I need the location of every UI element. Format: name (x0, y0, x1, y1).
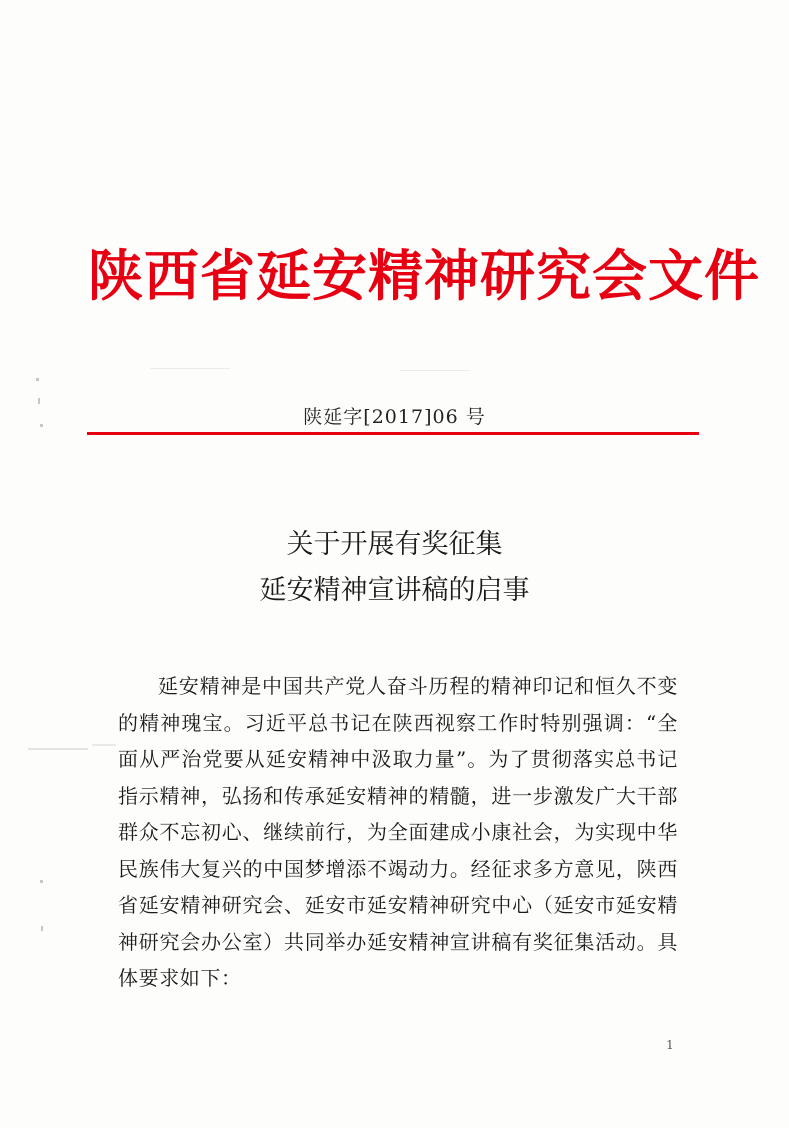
scan-mark (400, 370, 470, 371)
scan-mark (92, 744, 116, 746)
red-divider (87, 432, 699, 435)
scan-mark (150, 368, 230, 369)
document-title (0, 522, 789, 614)
title-line-1: 关于开展有奖征集 (286, 529, 503, 560)
scan-mark (36, 378, 39, 381)
scan-mark (28, 748, 88, 750)
masthead-title: 陕西省延安精神研究会文件 (88, 244, 761, 308)
scan-mark (40, 880, 43, 883)
document-number: 陕延字[2017]06 号 (303, 406, 486, 428)
scan-mark (41, 926, 43, 931)
body-paragraph: 延安精神是中国共产党人奋斗历程的精神印记和恒久不变的精神瑰宝。习近平总书记在陕西视察工作时特别强调：“全面从严治党要从延安精神中汲取力量”。为了贯彻落实总书记指示精神，弘扬和传承延安精神的精髓，进一步激发广大干部群众不忘初心、继续前行，为全面建成小康社会，为实现中华民族伟大复兴的中国梦增添不竭动力。经征求多方意见，陕西省延安精神研究会、延安市延安精神研究中心（延安市延安精神研究会办公室）共同举办延安精神宣讲稿有奖征集活动。具体要求如下： (118, 674, 678, 990)
page-number: 1 (666, 1038, 674, 1052)
title-line-2: 延安精神宣讲稿的启事 (259, 575, 530, 606)
